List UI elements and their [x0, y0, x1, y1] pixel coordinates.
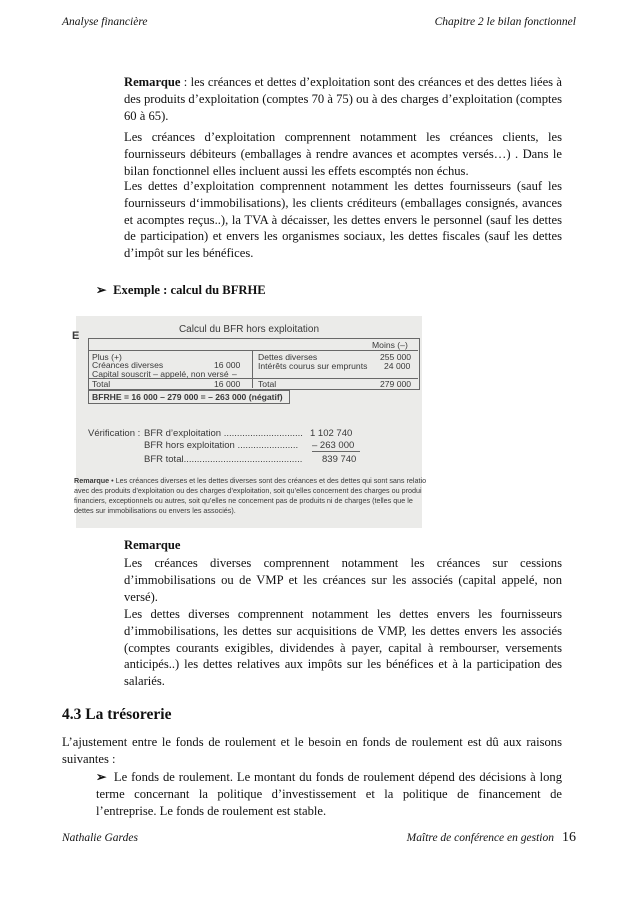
verification-label: Vérification : — [88, 428, 141, 439]
example-heading — [96, 282, 266, 298]
scan-remarque-line-2: avec des produits d’exploitation ou des charges d’exploitation, soit qu’elles concernent des charges ou produi — [74, 486, 422, 495]
remarque-heading-2 — [124, 537, 562, 554]
total-left-label: Total — [92, 379, 111, 389]
example-title: Exemple : calcul du BFRHE — [113, 283, 266, 297]
header-left: Analyse financière — [62, 16, 148, 28]
section-bullet-text: Le fonds de roulement. Le montant du fonds de roulement dépend des décisions à long terme concernant la politique d’investissement et la politique de financement de l’entreprise. Le fonds de roulement est stable. — [96, 770, 562, 818]
page-header — [62, 16, 576, 28]
scan-remarque-line-3: financiers, exceptionnels ou autres, soit qu’elles ne concernent pas de produits ni de charges (telles que le — [74, 496, 413, 505]
total-left-value: 16 000 — [214, 379, 241, 389]
bfr-total-label: BFR total............................................. — [144, 454, 303, 465]
edge-letter: E — [72, 330, 80, 342]
scan-remarque-label: Remarque — [74, 476, 110, 485]
dettes-diverses-value: 255 000 — [380, 352, 412, 362]
footer-left: Nathalie Gardes — [62, 832, 138, 844]
creances-exploitation-paragraph: Les créances d’exploitation comprennent notamment les créances clients, les fournisseurs débiteurs (emballages à rendre avances et acomptes versés…) . Dans le bilan fonctionnel elles incluent aussi les effets escomptés non échus. — [124, 130, 562, 178]
page-footer — [62, 830, 576, 846]
remarque-label: Remarque — [124, 75, 181, 89]
section-bullet — [96, 769, 562, 819]
bfr-total-value: 839 740 — [322, 454, 357, 465]
remarque-2-label: Remarque — [124, 538, 181, 552]
footer-right: Maître de conférence en gestion — [406, 832, 554, 844]
scan-remarque-text-1: • Les créances diverses et les dettes diverses sont des créances et des dettes qui sont sans relatio — [111, 476, 427, 485]
plus-label: Plus (+) — [92, 352, 122, 362]
scan-line — [312, 451, 360, 452]
dettes-diverses-label: Dettes diverses — [258, 352, 318, 362]
moins-label: Moins (–) — [372, 340, 408, 350]
header-right: Chapitre 2 le bilan fonctionnel — [434, 16, 576, 28]
remarque-paragraph-1 — [124, 74, 562, 124]
page-number: 16 — [562, 830, 576, 845]
remarque-text: : les créances et dettes d’exploitation sont des créances et des dettes liées à des produits d’exploitation (comptes 70 à 75) ou à des charges d’exploitation (comptes 60 à 65). — [124, 75, 562, 123]
arrow-bullet-icon: ➢ — [96, 770, 107, 784]
scan-title: Calcul du BFR hors exploitation — [178, 324, 320, 335]
scan-line — [88, 350, 418, 351]
section-title: 4.3 La trésorerie — [62, 706, 172, 723]
interets-courus-value: 24 000 — [384, 361, 411, 371]
bfr-exploitation-label: BFR d’exploitation .............................. — [144, 428, 303, 439]
bfrhe-formula: BFRHE = 16 000 – 279 000 = – 263 000 (négatif) — [92, 392, 283, 402]
bfr-exploitation-value: 1 102 740 — [310, 428, 353, 439]
capital-souscrit-label: Capital souscrit – appelé, non versé — [92, 369, 229, 379]
capital-souscrit-value: – — [232, 369, 237, 379]
creances-diverses-value: 16 000 — [214, 360, 241, 370]
total-right-label: Total — [258, 379, 277, 389]
section-intro: L’ajustement entre le fonds de roulement et le besoin en fonds de roulement est dû aux raisons suivantes : — [62, 735, 562, 766]
bfr-hors-exploitation-value: – 263 000 — [312, 440, 355, 451]
scan-remarque-line-1 — [74, 476, 426, 485]
scan-remarque-line-4: dettes sur immobilisations ou envers les associés). — [74, 506, 236, 515]
dettes-exploitation-paragraph: Les dettes d’exploitation comprennent notamment les dettes fournisseurs (sauf les fournisseurs d‘immobilisations), les clients créditeurs (emballages consignés, avances et acomptes reçus..), la TVA à décaisser, les dettes envers le personnel (sauf les dettes de participation) et envers les organismes sociaux, les dettes fiscales (sauf les dettes d’impôt sur les bénéfices. — [124, 179, 562, 261]
dettes-diverses-paragraph: Les dettes diverses comprennent notamment les dettes envers les fournisseurs d’immobilisations, les dettes sur acquisitions de VMP, les dettes envers les associés (comptes courants exigibles, dividendes à payer, capital à rembourser, versements anticipés..) les dettes relatives aux impôts sur les bénéfices et à la participation des salariés. — [124, 607, 562, 689]
scanned-table-image — [72, 316, 427, 528]
creances-diverses-label: Créances diverses — [92, 360, 164, 370]
creances-diverses-paragraph: Les créances diverses comprennent notamment les créances sur cessions d’immobilisations ou de VMP et les créances sur les associés (capital appelé, non versé). — [124, 556, 562, 604]
footer-right-group — [407, 830, 576, 846]
scan-line — [252, 350, 253, 388]
bfr-hors-exploitation-label: BFR hors exploitation ....................... — [144, 440, 299, 451]
interets-courus-label: Intérêts courus sur emprunts — [258, 361, 368, 371]
arrow-bullet-icon: ➢ — [96, 283, 107, 297]
total-right-value: 279 000 — [380, 379, 412, 389]
